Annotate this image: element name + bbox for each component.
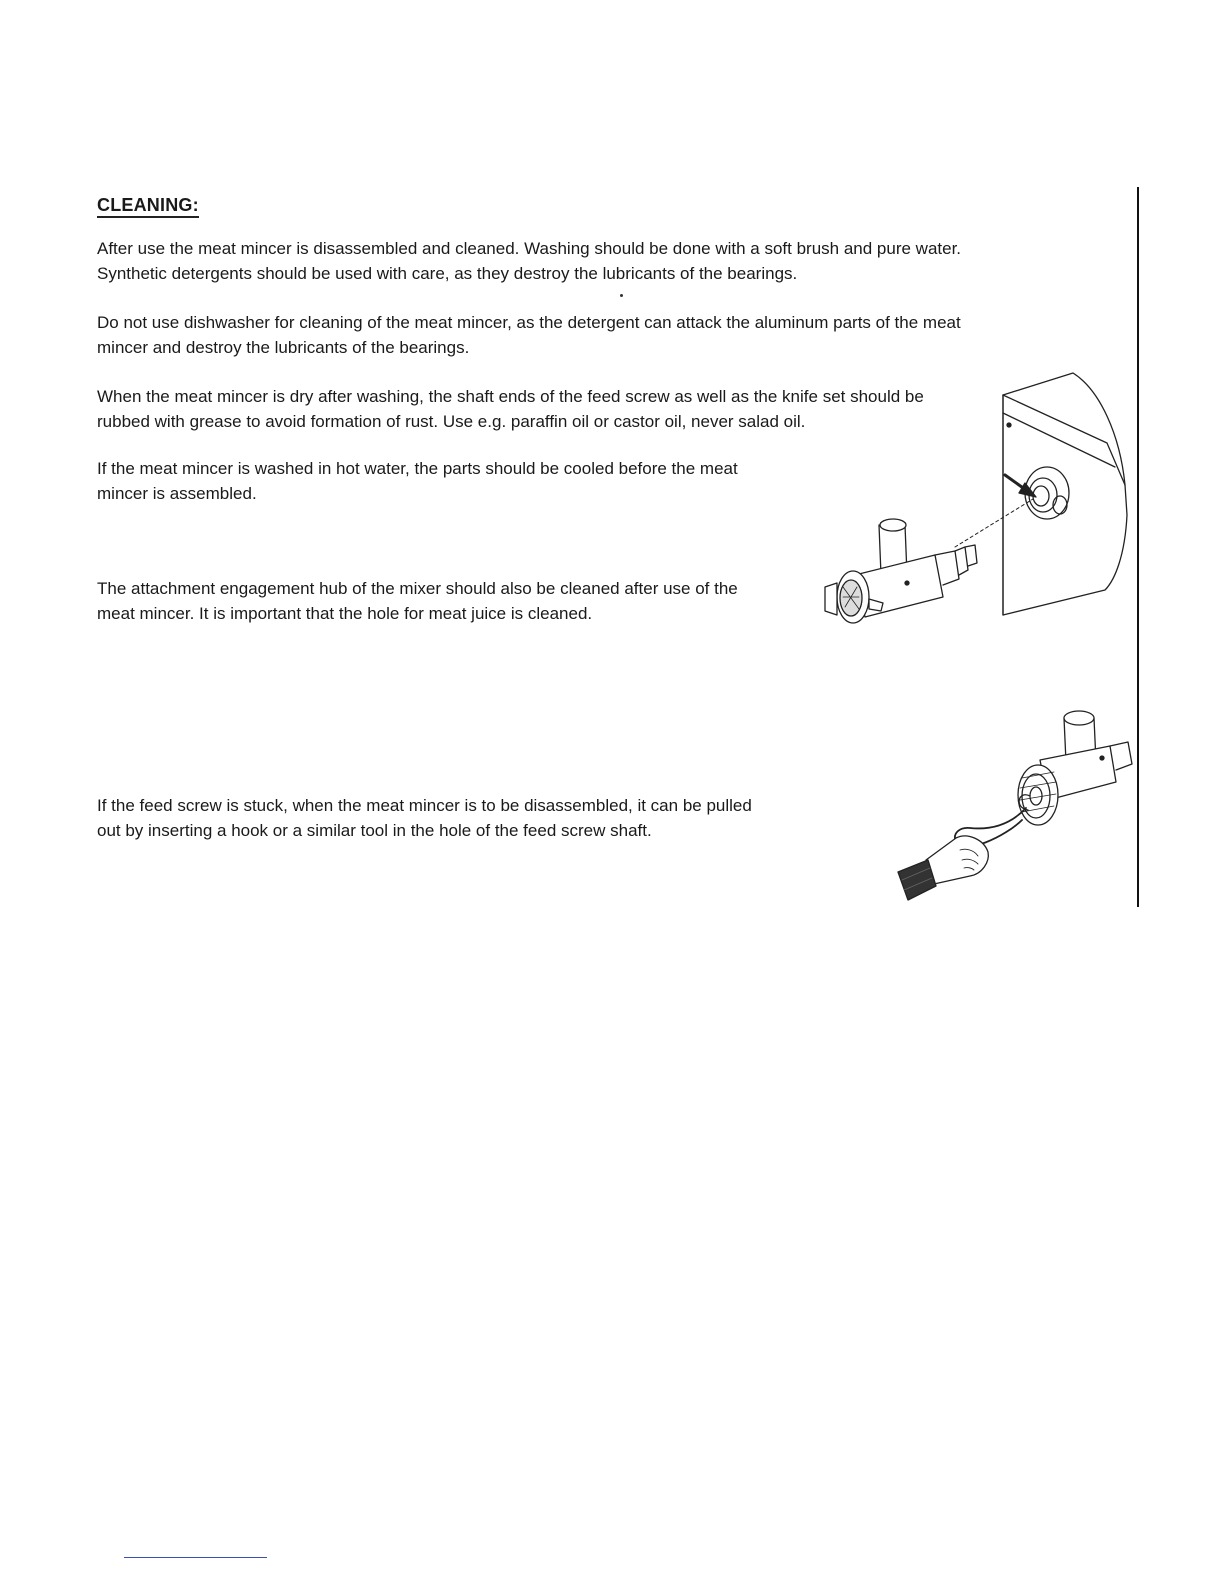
scan-speck [620, 294, 623, 297]
paragraph-grease: When the meat mincer is dry after washing, the shaft ends of the feed screw as well as the knife set should be rubbed with grease to avoid formation of rust. Use e.g. paraffin oil or castor oil, never salad oil. [97, 387, 924, 431]
paragraph-stuck-screw: If the feed screw is stuck, when the meat mincer is to be disassembled, it can be pulled out by inserting a hook or a similar tool in the hole of the feed screw shaft. [97, 796, 752, 840]
paragraph-dishwasher: Do not use dishwasher for cleaning of the meat mincer, as the detergent can attack the aluminum parts of the meat mincer and destroy the lubricants of the bearings. [97, 313, 961, 357]
hook-removal-illustration-icon [890, 700, 1140, 910]
mincer-attachment-illustration-icon [815, 365, 1135, 640]
footnote-rule [124, 1557, 267, 1558]
paragraph-engagement-hub: The attachment engagement hub of the mixer should also be cleaned after use of the meat mincer. It is important that the hole for meat juice is cleaned. [97, 579, 738, 623]
margin-rule [1137, 187, 1139, 907]
paragraph-hot-water: If the meat mincer is washed in hot water, the parts should be cooled before the meat mincer is assembled. [97, 459, 738, 503]
paragraph-washing: After use the meat mincer is disassembled and cleaned. Washing should be done with a soft brush and pure water. Synthetic detergents should be used with care, as they destroy the lubricants of the bearings. [97, 239, 962, 283]
section-heading: CLEANING: [97, 195, 199, 218]
